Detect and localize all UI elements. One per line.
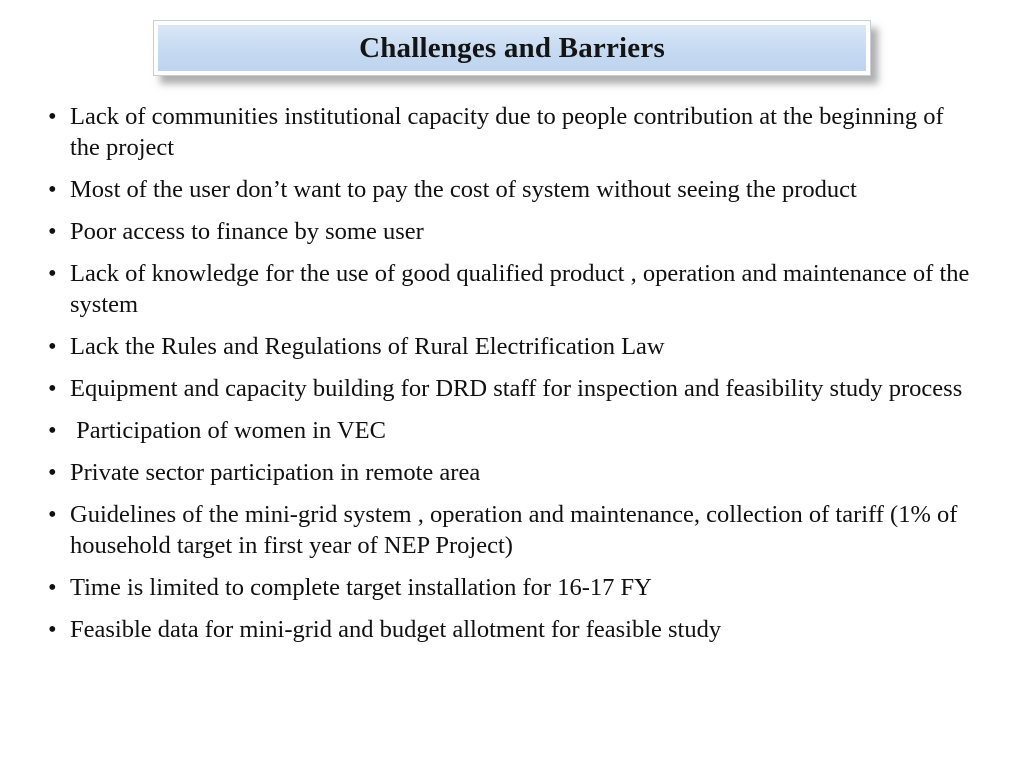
bullet-item: [48, 415, 978, 446]
bullet-item: [48, 101, 978, 163]
title-banner: [158, 25, 866, 71]
title-box: [153, 20, 871, 76]
bullet-text: Poor access to finance by some user: [70, 218, 424, 245]
bullet-marker-icon: •: [48, 375, 57, 402]
bullet-marker-icon: •: [48, 260, 57, 287]
bullet-text: Most of the user don’t want to pay the cost of system without seeing the product: [70, 176, 857, 203]
bullet-item: [48, 614, 978, 645]
bullet-marker-icon: •: [48, 218, 57, 245]
bullet-item: [48, 373, 978, 404]
bullet-text: Participation of women in VEC: [70, 417, 386, 444]
bullet-text: Lack of communities institutional capacity due to people contribution at the beginning of the project: [70, 103, 944, 161]
bullet-list: [48, 101, 978, 656]
slide-title: Challenges and Barriers: [359, 31, 665, 64]
bullet-text: Lack of knowledge for the use of good qualified product , operation and maintenance of the system: [70, 260, 970, 318]
bullet-text: Private sector participation in remote area: [70, 459, 481, 486]
bullet-marker-icon: •: [48, 103, 57, 130]
bullet-marker-icon: •: [48, 574, 57, 601]
bullet-text: Time is limited to complete target installation for 16-17 FY: [70, 574, 652, 601]
bullet-marker-icon: •: [48, 459, 57, 486]
bullet-item: [48, 216, 978, 247]
bullet-item: [48, 457, 978, 488]
bullet-item: [48, 258, 978, 320]
bullet-item: [48, 331, 978, 362]
bullet-text: Guidelines of the mini-grid system , operation and maintenance, collection of tariff (1% of household target in first year of NEP Project): [70, 501, 958, 559]
bullet-marker-icon: •: [48, 417, 57, 444]
bullet-marker-icon: •: [48, 501, 57, 528]
bullet-text: Feasible data for mini-grid and budget allotment for feasible study: [70, 616, 722, 643]
bullet-marker-icon: •: [48, 333, 57, 360]
bullet-text: Equipment and capacity building for DRD staff for inspection and feasibility study process: [70, 375, 963, 402]
bullet-item: [48, 572, 978, 603]
bullet-marker-icon: •: [48, 616, 57, 643]
bullet-text: Lack the Rules and Regulations of Rural Electrification Law: [70, 333, 665, 360]
bullet-item: [48, 174, 978, 205]
bullet-marker-icon: •: [48, 176, 57, 203]
bullet-item: [48, 499, 978, 561]
